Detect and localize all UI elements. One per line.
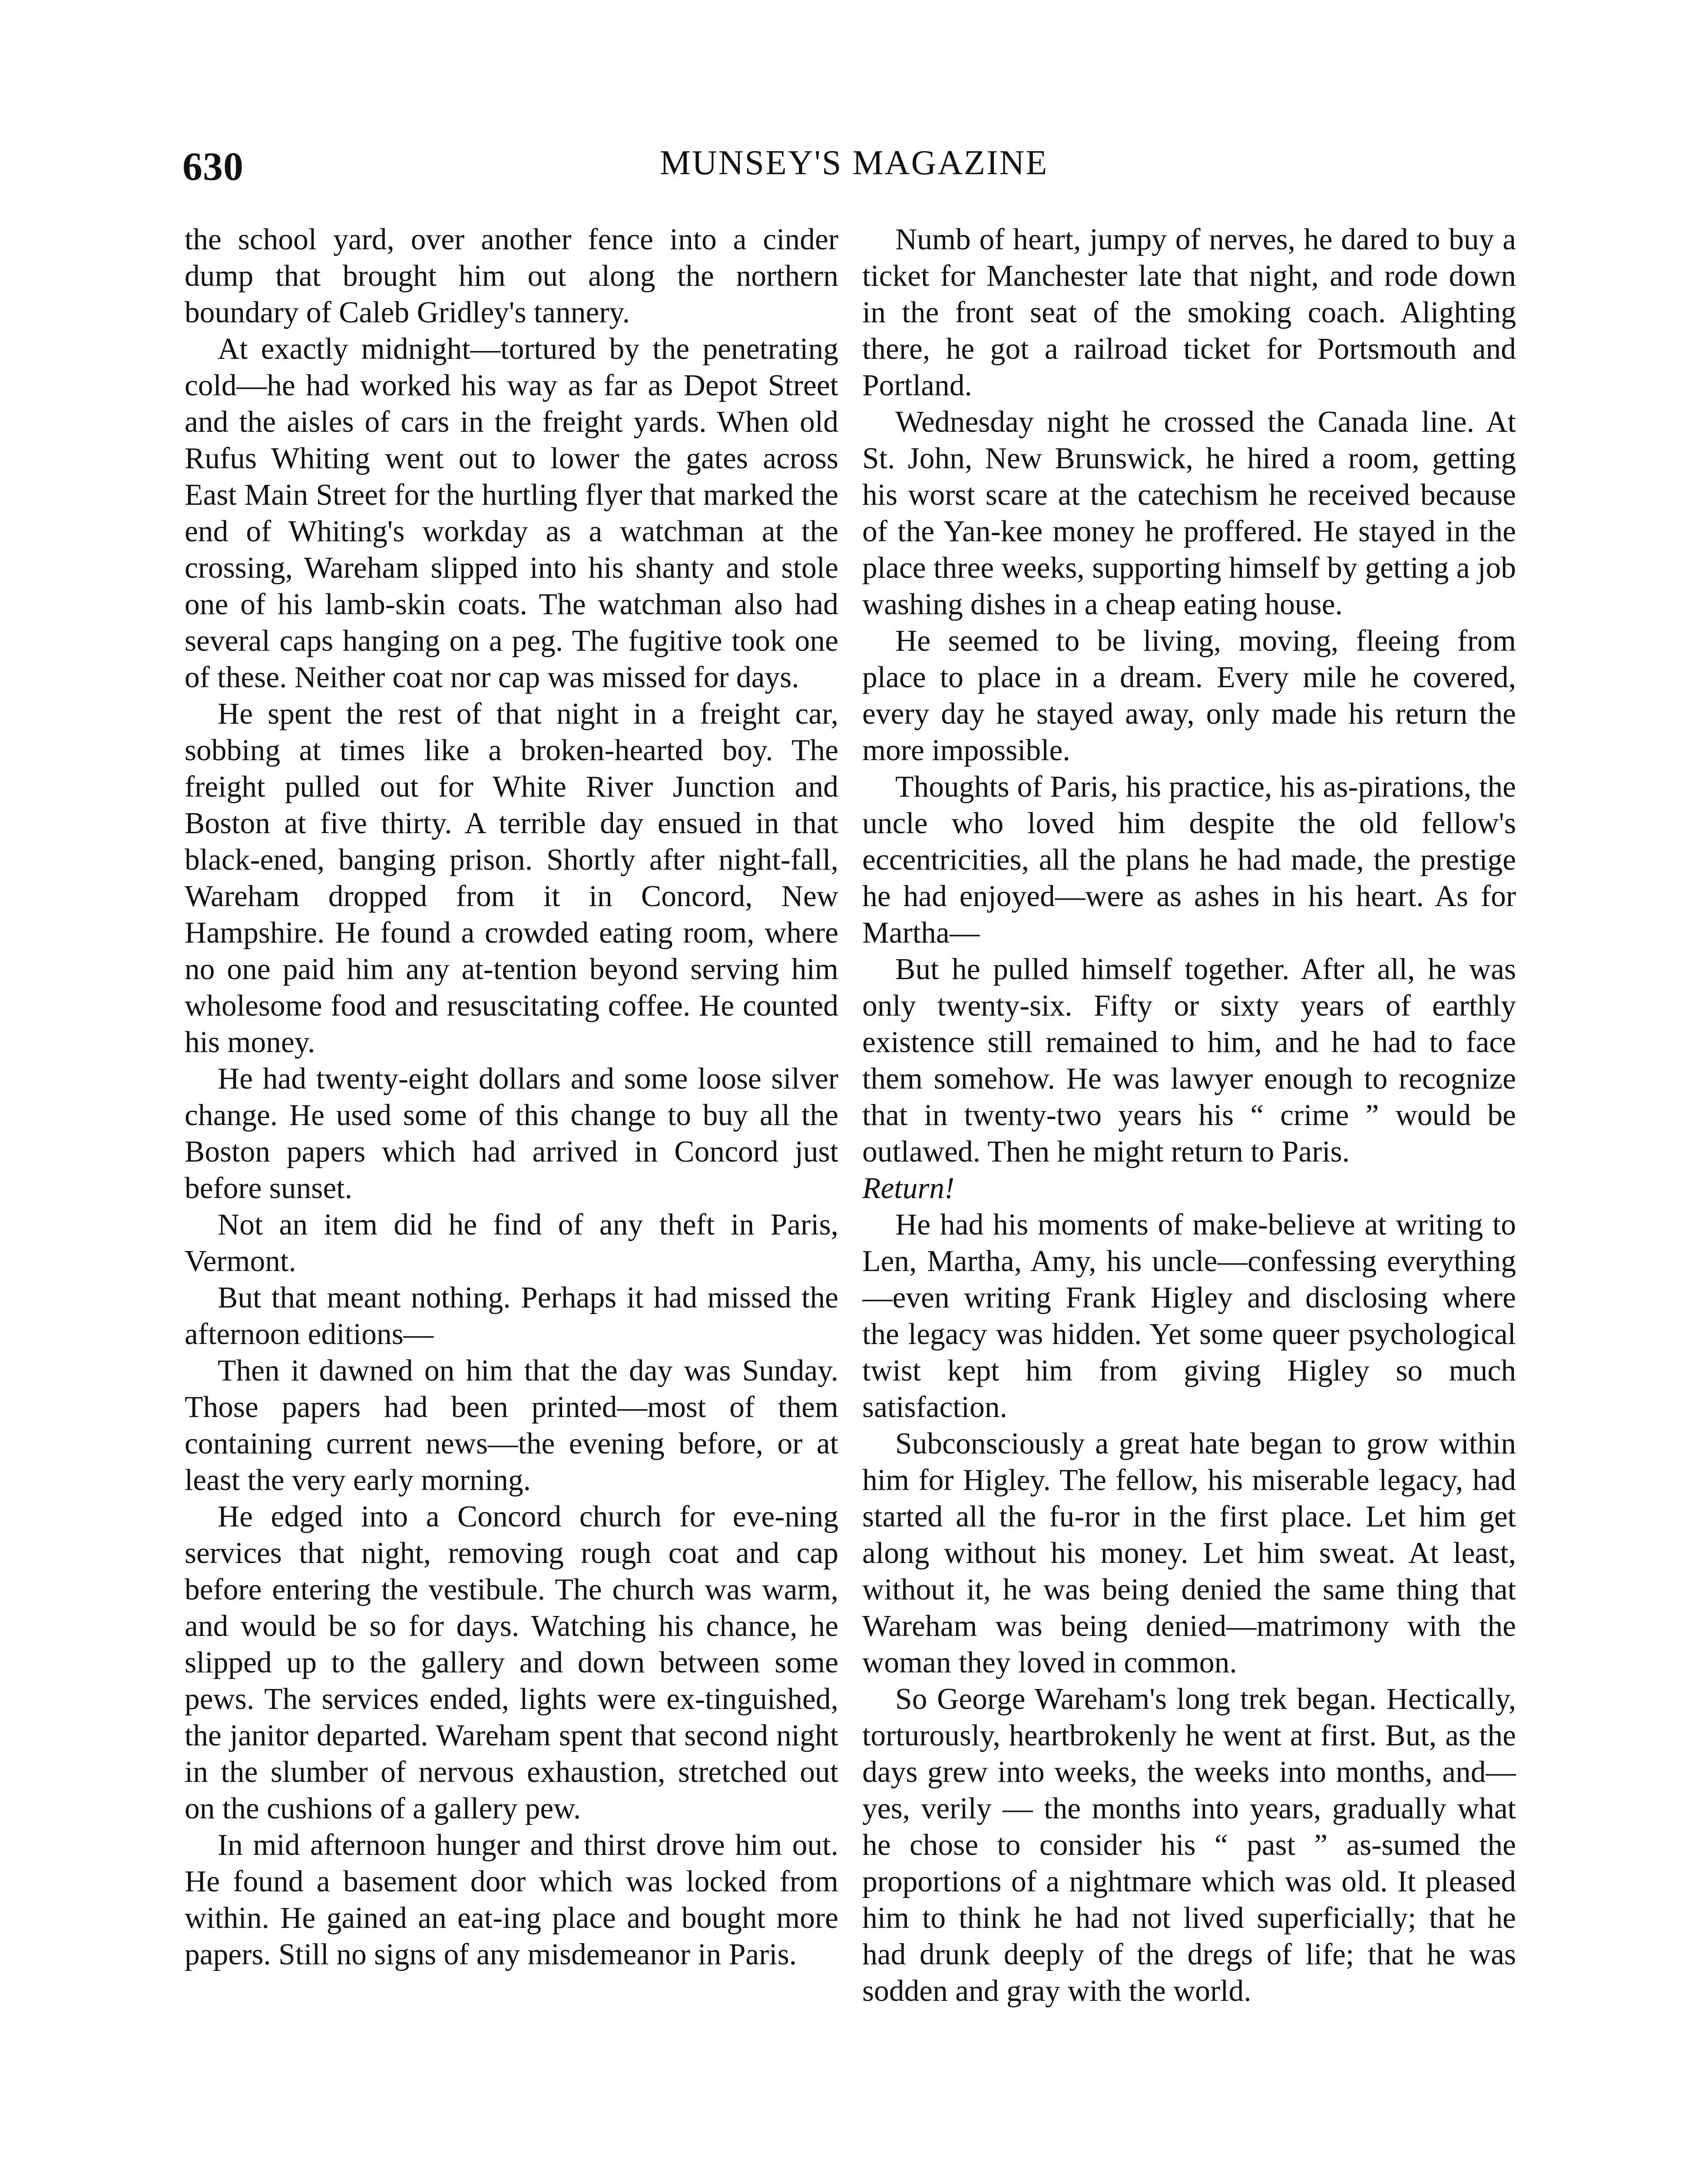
paragraph: He spent the rest of that night in a freight car, sobbing at times like a broken-hearted boy. The freight pulled out for White River Junction and Boston at five thirty. A terrible day ensued in that black-ened, banging prison. Shortly after night-fall, Wareham dropped from it in Concord, New Hampshire. He found a crowded eating room, where no one paid him any at-tention beyond serving him wholesome food and resuscitating coffee. He counted his money. xyxy=(185,697,838,1059)
paragraph: He edged into a Concord church for eve-ning services that night, removing rough coat and cap before entering the vestibule. The church was warm, and would be so for days. Watching his chance, he slipped up to the gallery and down between some pews. The services ended, lights were ex-tinguished, the janitor departed. Wareham spent that second night in the slumber of nervous exhaustion, stretched out on the cushions of a gallery pew. xyxy=(185,1500,838,1825)
paragraph: But he pulled himself together. After all, he was only twenty-six. Fifty or sixty years of earthly existence still remained to him, and he had to face them somehow. He was lawyer enough to recognize that in twenty-two years his “ crime ” would be outlawed. Then he might return to Paris. xyxy=(862,953,1516,1169)
paragraph-italic xyxy=(862,1170,1516,1207)
italic-text: Return! xyxy=(862,1172,955,1205)
paragraph: He had his moments of make-believe at writing to Len, Martha, Amy, his uncle—confessing everything—even writing Frank Higley and disclosing where the legacy was hidden. Yet some queer psychological twist kept him from giving Higley so much satisfaction. xyxy=(862,1208,1516,1424)
paragraph: Wednesday night he crossed the Canada line. At St. John, New Brunswick, he hired a room, getting his worst scare at the catechism he received because of the Yan-kee money he proffered. He stayed in the place three weeks, supporting himself by getting a job washing dishes in a cheap eating house. xyxy=(862,405,1516,621)
paragraph: But that meant nothing. Perhaps it had missed the afternoon editions— xyxy=(185,1281,838,1351)
page-number: 630 xyxy=(182,144,244,189)
paragraph: Not an item did he find of any theft in Paris, Vermont. xyxy=(185,1208,838,1278)
running-head: MUNSEY'S MAGAZINE xyxy=(659,144,1049,182)
paragraph: Thoughts of Paris, his practice, his as-pirations, the uncle who loved him despite the old fellow's eccentricities, all the plans he had made, the prestige he had enjoyed—were as ashes in his heart. As for Martha— xyxy=(862,770,1516,950)
paragraph: the school yard, over another fence into a cinder dump that brought him out along the northern boundary of Caleb Gridley's tannery. xyxy=(185,223,838,329)
paragraph: Numb of heart, jumpy of nerves, he dared to buy a ticket for Manchester late that night, and rode down in the front seat of the smoking coach. Alighting there, he got a railroad ticket for Portsmouth and Portland. xyxy=(862,223,1516,402)
paragraph: Subconsciously a great hate began to grow within him for Higley. The fellow, his miserable legacy, had started all the fu-ror in the first place. Let him get along without his money. Let him sweat. At least, without it, he was being denied the same thing that Wareham was being denied—matrimony with the woman they loved in common. xyxy=(862,1427,1516,1679)
paragraph: Then it dawned on him that the day was Sunday. Those papers had been printed—most of them containing current news—the evening before, or at least the very early morning. xyxy=(185,1354,838,1497)
paragraph: At exactly midnight—tortured by the penetrating cold—he had worked his way as far as Depot Street and the aisles of cars in the freight yards. When old Rufus Whiting went out to lower the gates across East Main Street for the hurtling flyer that marked the end of Whiting's workday as a watchman at the crossing, Wareham slipped into his shanty and stole one of his lamb-skin coats. The watchman also had several caps hanging on a peg. The fugitive took one of these. Neither coat nor cap was missed for days. xyxy=(185,332,838,694)
paragraph: So George Wareham's long trek began. Hectically, torturously, heartbrokenly he went at first. But, as the days grew into weeks, the weeks into months, and—yes, verily — the months into years, gradually what he chose to consider his “ past ” as-sumed the proportions of a nightmare which was old. It pleased him to think he had not lived superficially; that he had drunk deeply of the dregs of life; that he was sodden and gray with the world. xyxy=(862,1682,1516,2008)
paragraph: He had twenty-eight dollars and some loose silver change. He used some of this change to buy all the Boston papers which had arrived in Concord just before sunset. xyxy=(185,1062,838,1205)
paragraph: In mid afternoon hunger and thirst drove him out. He found a basement door which was locked from within. He gained an eat-ing place and bought more papers. Still no signs of any misdemeanor in Paris. xyxy=(185,1828,838,1971)
paragraph: He seemed to be living, moving, fleeing from place to place in a dream. Every mile he covered, every day he stayed away, only made his return the more impossible. xyxy=(862,624,1516,767)
left-column xyxy=(185,222,838,2172)
right-column xyxy=(862,222,1516,2172)
